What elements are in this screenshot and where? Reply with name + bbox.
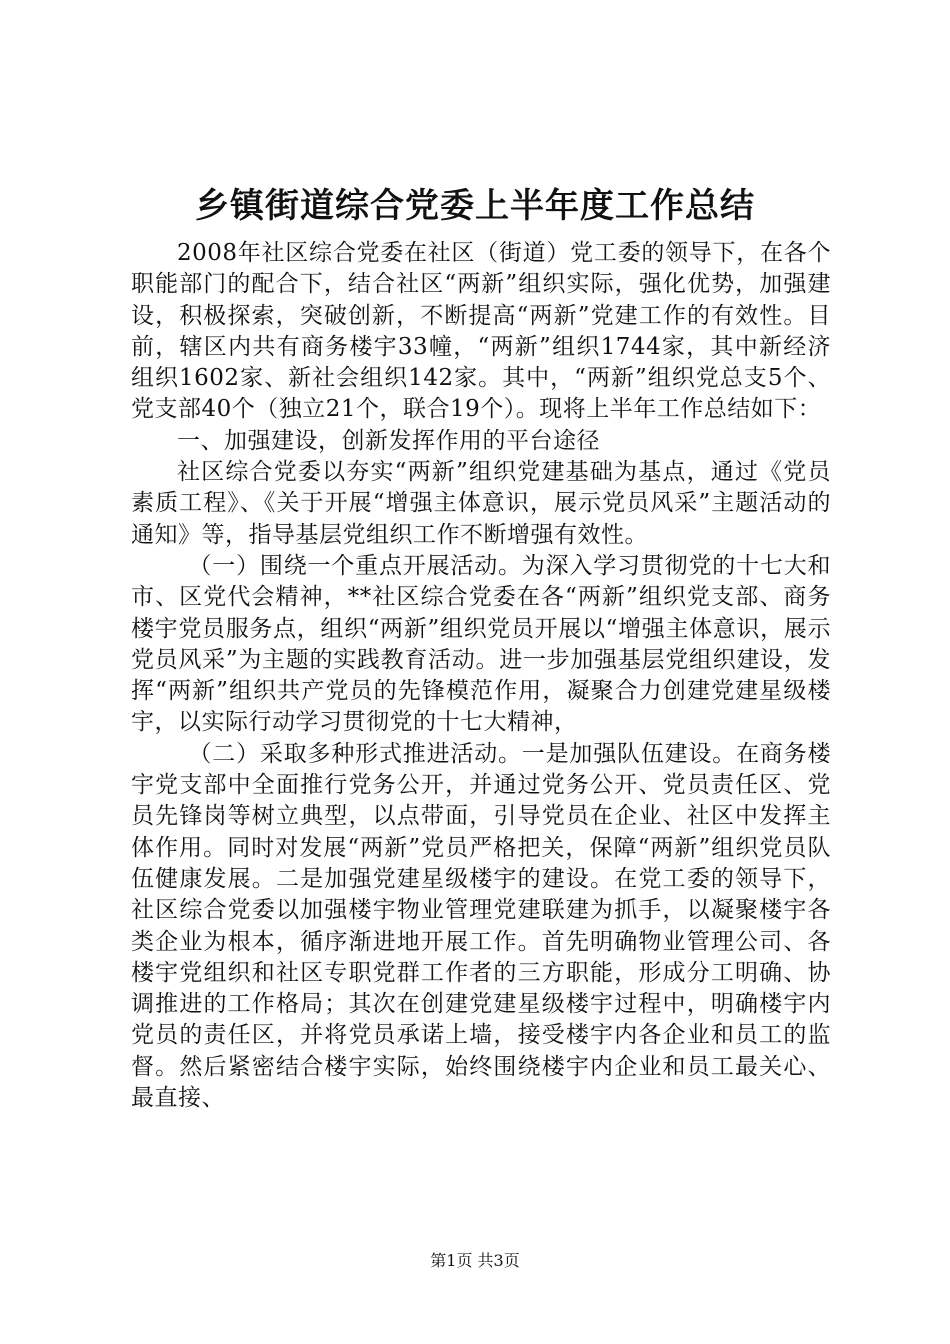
page-footer: 第1页 共3页 (430, 1251, 520, 1270)
section-paragraph: 社区综合党委以夯实“两新”组织党建基础为基点，通过《党员素质工程》、《关于开展“增强主体意识，展示党员风采”主题活动的通知》等，指导基层党组织工作不断增强有效性。 (131, 459, 831, 548)
subsection-paragraph-1: （一）围绕一个重点开展活动。为深入学习贯彻党的十七大和市、区党代会精神，**社区综合党委在各“两新”组织党支部、商务楼宇党员服务点，组织“两新”组织党员开展以“增强主体意识，展示党员风采”为主题的实践教育活动。进一步加强基层党组织建设，发挥“两新”组织共产党员的先锋模范作用，凝聚合力创建党建星级楼宇，以实际行动学习贯彻党的十七大精神， (131, 552, 831, 736)
section-heading: 一、加强建设，创新发挥作用的平台途径 (177, 427, 600, 454)
document-title: 乡镇街道综合党委上半年度工作总结 (195, 186, 755, 226)
intro-paragraph: 2008年社区综合党委在社区（街道）党工委的领导下，在各个职能部门的配合下，结合社区“两新”组织实际，强化优势，加强建设，积极探索，突破创新，不断提高“两新”党建工作的有效性。目前，辖区内共有商务楼宇33幢，“两新”组织1744家，其中新经济组织1602家、新社会组织142家。其中，“两新”组织党总支5个、党支部40个（独立21个，联合19个）。现将上半年工作总结如下： (131, 240, 831, 423)
document-body (131, 238, 831, 1114)
subsection-paragraph-2: （二）采取多种形式推进活动。一是加强队伍建设。在商务楼宇党支部中全面推行党务公开，并通过党务公开、党员责任区、党员先锋岗等树立典型，以点带面，引导党员在企业、社区中发挥主体作用。同时对发展“两新”党员严格把关，保障“两新”组织党员队伍健康发展。二是加强党建星级楼宇的建设。在党工委的领导下，社区综合党委以加强楼宇物业管理党建联建为抓手，以凝聚楼宇各类企业为根本，循序渐进地开展工作。首先明确物业管理公司、各楼宇党组织和社区专职党群工作者的三方职能，形成分工明确、协调推进的工作格局；其次在创建党建星级楼宇过程中，明确楼宇内党员的责任区，并将党员承诺上墙，接受楼宇内各企业和员工的监督。然后紧密结合楼宇实际，始终围绕楼宇内企业和员工最关心、最直接、 (131, 740, 831, 1112)
